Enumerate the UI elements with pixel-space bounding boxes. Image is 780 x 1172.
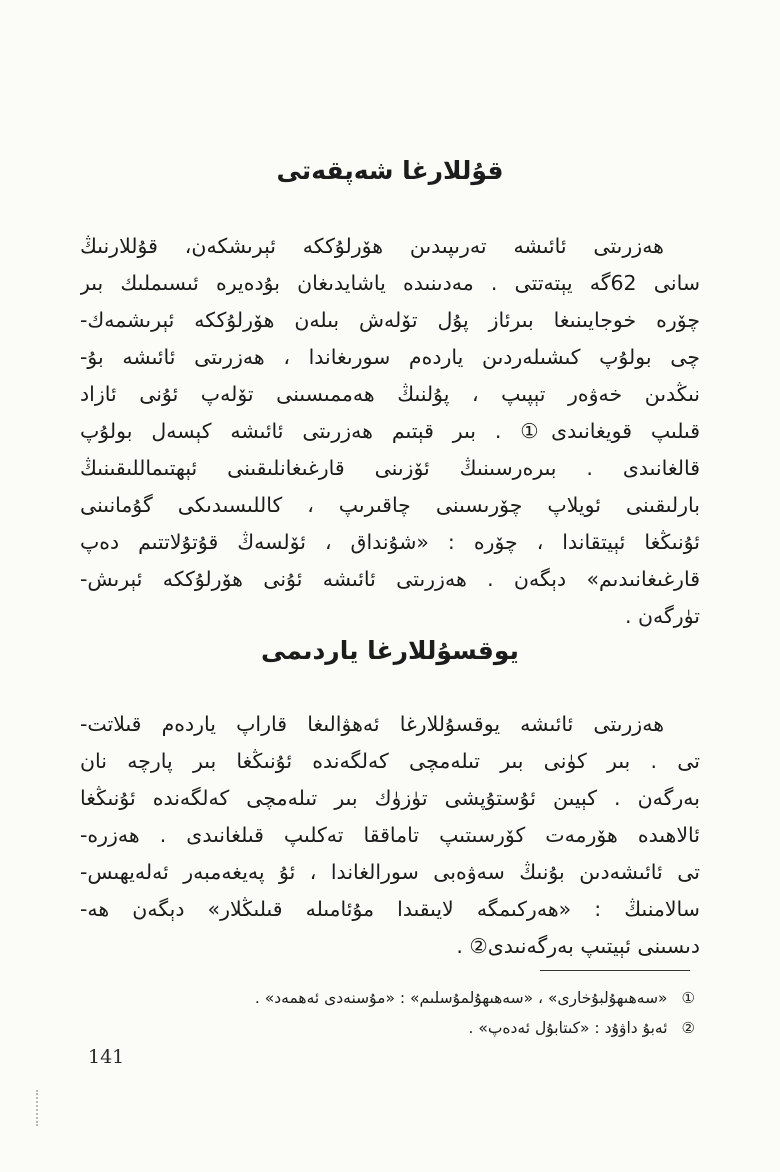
text-line: ھەزرىتى ئائىشە يوقسۇللارغا ئەھۋالىغا قاراپ ياردەم قىلاتت- (80, 712, 664, 736)
page-number: 141 (88, 1046, 125, 1068)
text-line: ئالاھىدە ھۆرمەت كۆرسىتىپ تاماققا تەكلىپ قىلغانىدى . ھەزرە- (80, 823, 700, 847)
text-line: سالامنىڭ : «ھەركىمگە لايىقىدا مۇئامىلە قىلىڭلار» دېگەن ھە- (80, 897, 700, 921)
footnote-marker: ① (681, 989, 695, 1007)
text-line: بارلىقىنى ئويلاپ چۆرىسىنى چاقىرىپ ، كاللىسىدىكى گۇمانىنى (80, 493, 700, 517)
text-line: قىلىپ قويغانىدى① . بىر قېتىم ھەزرىتى ئائىشە كېسەل بولۇپ (80, 419, 700, 443)
footnote-text: «سەھىھۇلبۇخارى» ، «سەھىھۇلمۇسلىم» : «مۇسنەدى ئەھمەد» . (254, 989, 668, 1007)
scan-edge-marks (36, 1090, 41, 1126)
footnote-text: ئەبۇ داۋۇد : «كىتابۇل ئەدەپ» . (468, 1019, 668, 1037)
section-heading: قۇللارغا شەپقەتى (276, 156, 504, 185)
paragraph (80, 228, 700, 635)
text-line: قارغىغانىدىم» دېگەن . ھەزرىتى ئائىشە ئۇنى ھۆرلۇككە ئېرىش- (80, 567, 700, 591)
footnote (240, 983, 695, 1013)
section-heading: يوقسۇللارغا ياردىمى (261, 636, 519, 665)
paragraph (80, 706, 700, 965)
text-line: سانى 62گە يېتەتتى . مەدىنىدە ياشايدىغان بۇدەيرە ئىسىملىك بىر (80, 271, 700, 295)
text-line: دىسىنى ئېيتىپ بەرگەنىدى② . (456, 934, 700, 958)
text-line: چى بولۇپ كىشىلەردىن ياردەم سورىغاندا ، ھەزرىتى ئائىشە بۇ- (80, 345, 700, 369)
text-line: تۈرگەن . (624, 604, 700, 628)
text-line: ئۇنىڭغا ئېيتقاندا ، چۆرە : «شۇنداق ، ئۆلسەڭ قۇتۇلاتتىم دەپ (80, 530, 700, 554)
footnote-divider (540, 970, 690, 971)
footnote (240, 1013, 695, 1043)
text-line: چۆرە خوجايىنىغا بىرئاز پۇل تۆلەش بىلەن ھۆرلۇككە ئېرىشمەك- (80, 308, 700, 332)
text-line: ھەزرىتى ئائىشە تەرىپىدىن ھۆرلۇككە ئېرىشكەن، قۇللارنىڭ (80, 234, 664, 258)
text-line: قالغانىدى . بىرەرسىنىڭ ئۆزىنى قارغىغانلىقىنى ئېھتىماللىقىنىڭ (80, 456, 700, 480)
text-line: بەرگەن . كېيىن ئۇستۇپشى تۈزۈك بىر تىلەمچى كەلگەندە ئۇنىڭغا (80, 786, 700, 810)
text-line: تى ئائىشەدىن بۇنىڭ سەۋەبى سورالغاندا ، ئۇ پەيغەمبەر ئەلەيھىس- (80, 860, 700, 884)
text-line: نىڭدىن خەۋەر تېپىپ ، پۇلنىڭ ھەممىسىنى تۆلەپ ئۇنى ئازاد (80, 382, 700, 406)
footnotes (240, 983, 695, 1043)
text-line: تى . بىر كۈنى بىر تىلەمچى كەلگەندە ئۇنىڭغا بىر پارچە نان (80, 749, 700, 773)
footnote-marker: ② (681, 1019, 695, 1037)
